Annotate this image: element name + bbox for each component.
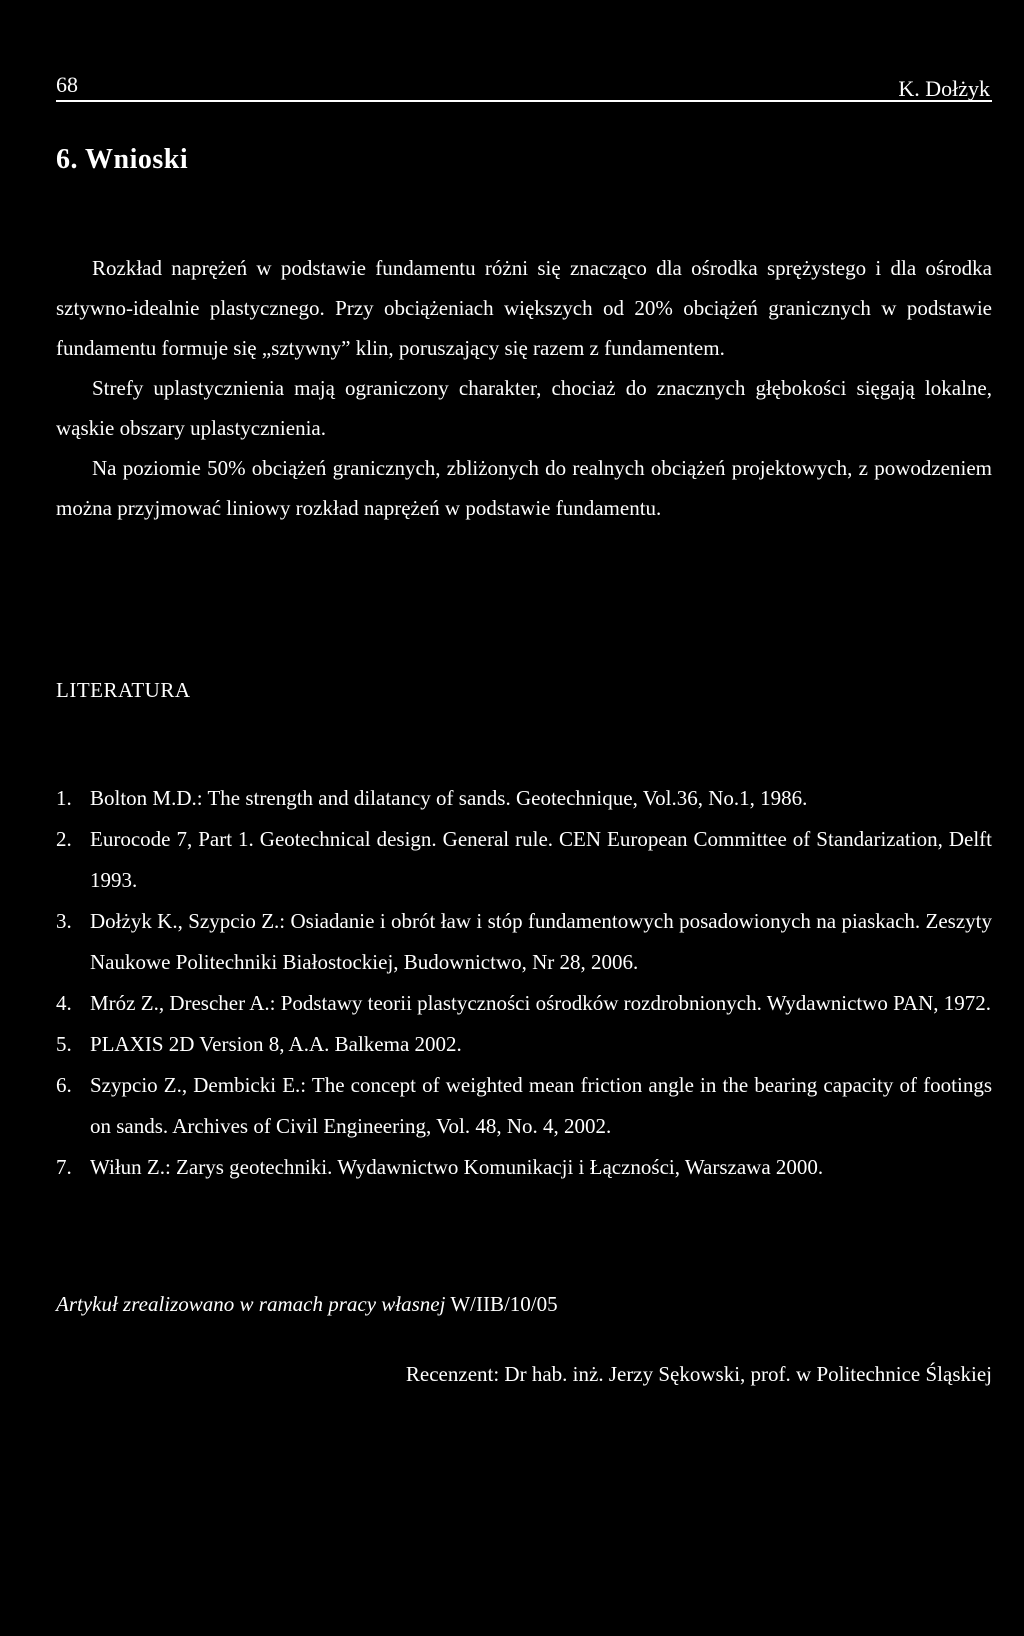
reference-text: Eurocode 7, Part 1. Geotechnical design. General rule. CEN European Committee of Standarization, Delft 1993. bbox=[90, 827, 992, 892]
reference-text: Bolton M.D.: The strength and dilatancy of sands. Geotechnique, Vol.36, No.1, 1986. bbox=[90, 786, 808, 810]
paragraph: Strefy uplastycznienia mają ograniczony charakter, chociaż do znacznych głębokości sięgają lokalne, wąskie obszary uplastycznienia. bbox=[56, 376, 992, 440]
running-author: K. Dołżyk bbox=[898, 76, 990, 101]
paragraph: Rozkład naprężeń w podstawie fundamentu różni się znacząco dla ośrodka sprężystego i dla ośrodka sztywno-idealnie plastycznego. Przy obciążeniach większych od 20% obciążeń granicznych w podstawie fundamentu formuje się „sztywny” klin, poruszający się razem z fundamentem. bbox=[56, 256, 992, 360]
reference-number: 3. bbox=[56, 909, 72, 933]
funding-note bbox=[56, 1292, 558, 1317]
page-number: 68 bbox=[56, 72, 78, 97]
reference-item bbox=[56, 1147, 992, 1188]
reference-item bbox=[56, 901, 992, 983]
reference-text: Wiłun Z.: Zarys geotechniki. Wydawnictwo Komunikacji i Łączności, Warszawa 2000. bbox=[90, 1155, 824, 1179]
reference-item bbox=[56, 1024, 992, 1065]
reference-item bbox=[56, 819, 992, 901]
paragraph: Na poziomie 50% obciążeń granicznych, zbliżonych do realnych obciążeń projektowych, z powodzeniem można przyjmować liniowy rozkład naprężeń w podstawie fundamentu. bbox=[56, 456, 992, 520]
funding-note-italic: Artykuł zrealizowano w ramach pracy własnej bbox=[56, 1292, 446, 1316]
reference-text: Dołżyk K., Szypcio Z.: Osiadanie i obrót ław i stóp fundamentowych posadowionych na piaskach. Zeszyty Naukowe Politechniki Białostockiej, Budownictwo, Nr 28, 2006. bbox=[90, 909, 992, 974]
funding-note-code: W/IIB/10/05 bbox=[445, 1292, 558, 1316]
reference-number: 5. bbox=[56, 1032, 72, 1056]
reference-item bbox=[56, 778, 992, 819]
reference-number: 6. bbox=[56, 1073, 72, 1097]
reviewer-line: Recenzent: Dr hab. inż. Jerzy Sękowski, prof. w Politechnice Śląskiej bbox=[405, 1362, 992, 1386]
reference-text: Mróz Z., Drescher A.: Podstawy teorii plastyczności ośrodków rozdrobnionych. Wydawnictwo PAN, 1972. bbox=[90, 991, 992, 1015]
reference-item bbox=[56, 983, 992, 1024]
reference-text: PLAXIS 2D Version 8, A.A. Balkema 2002. bbox=[90, 1032, 462, 1056]
reference-item bbox=[56, 1065, 992, 1147]
literature-heading: LITERATURA bbox=[56, 678, 191, 702]
reference-list bbox=[56, 778, 992, 1188]
conclusions-body bbox=[56, 248, 992, 528]
reference-number: 2. bbox=[56, 827, 72, 851]
running-header bbox=[56, 70, 992, 102]
reference-number: 1. bbox=[56, 786, 72, 810]
reference-number: 4. bbox=[56, 991, 72, 1015]
reference-number: 7. bbox=[56, 1155, 72, 1179]
section-title: 6. Wnioski bbox=[56, 144, 189, 175]
page bbox=[56, 0, 992, 1636]
reference-text: Szypcio Z., Dembicki E.: The concept of weighted mean friction angle in the bearing capacity of footings on sands. Archives of Civil Engineering, Vol. 48, No. 4, 2002. bbox=[90, 1073, 992, 1138]
